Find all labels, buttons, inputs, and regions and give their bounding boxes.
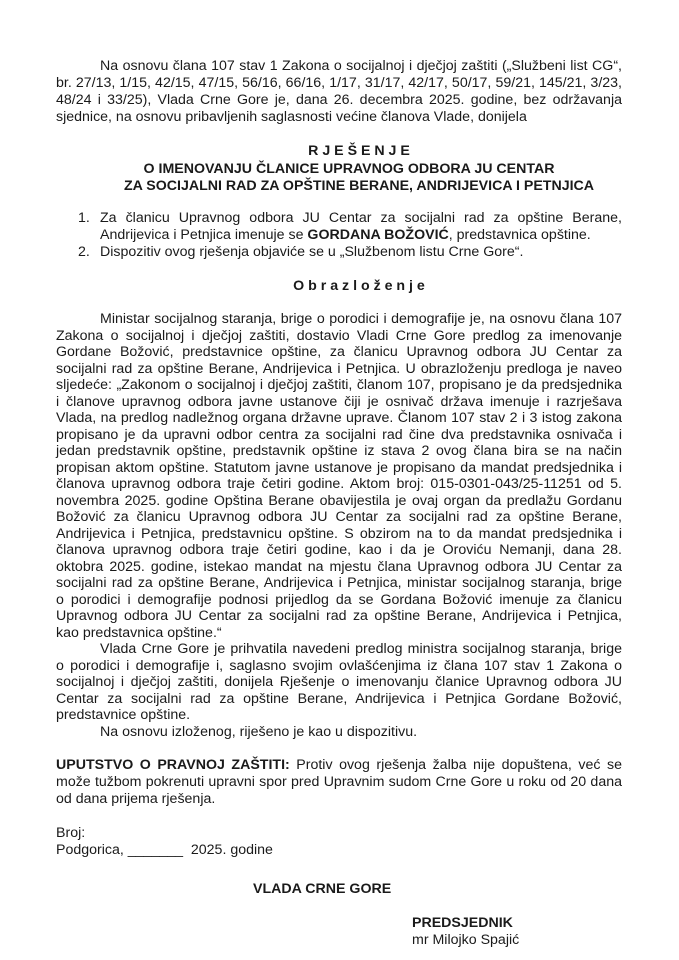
- legal-remedy-line-3: od dana prijema rješenja.: [56, 791, 216, 807]
- title-line-2: ZA SOCIJALNI RAD ZA OPŠTINE BERANE, ANDRIJEVICA I PETNJICA: [123, 178, 595, 194]
- para-line: o porodici i demografije i, saglasno svojim ovlašćenjima iz člana 107 stav 1 Zakona o: [56, 657, 622, 674]
- para-line: Gordane Božović, predstavnice opštine, za članicu Upravnog odbora JU Centar za: [56, 344, 622, 360]
- item-text-line-2: [100, 227, 591, 244]
- para-line: Božović za članicu Upravnog odbora JU Centar za socijalni rad za opštine Berane,: [56, 509, 622, 525]
- para-line: socijalni rad za opštine Berane, Andrijevica i Petnjica. U obrazloženju predloga je naveo: [56, 360, 622, 377]
- title-heading: R J E Š E N J E: [308, 143, 410, 159]
- para-line: kao predstavnica opštine.“: [56, 624, 222, 641]
- legal-remedy-line-1: [56, 757, 622, 774]
- para-line: Ministar socijalnog staranja, brige o porodici i demografije je, na osnovu člana 107: [100, 311, 622, 327]
- para-line: Vlada, na predlog nadležnog organa državne uprave. Članom 107 stav 2 i 3 istog zakona: [56, 410, 622, 426]
- legal-remedy-label: UPUTSTVO O PRAVNOJ ZAŠTITI:: [56, 757, 290, 773]
- place-date: Podgorica, _______ 2025. godine: [56, 842, 273, 858]
- para-line: oktobra 2025. godine, istekao mandat na mjestu člana Upravnog odbora JU Centar za: [56, 558, 622, 575]
- issuer: VLADA CRNE GORE: [253, 881, 392, 897]
- para-line: Upravnog odbora JU Centar za socijalni rad za opštine Berane, Andrijevica i Petnjica,: [56, 608, 622, 624]
- legal-remedy-line-2: može tužbom pokrenuti upravni spor pred Upravnim sudom Crne Gore u roku od 20 dana: [56, 774, 622, 790]
- intro-line: Na osnovu člana 107 stav 1 Zakona o socijalnoj i dječjoj zaštiti („Službeni list CG“,: [100, 58, 622, 74]
- legal-remedy-text: Protiv ovog rješenja žalba nije dopuštena, već se: [289, 757, 622, 773]
- para-line: socijalnoj i dječjoj zaštiti, donijela Rješenje o imenovanju članice Upravnog odbora JU: [56, 674, 622, 690]
- intro-line: sjednice, na osnovu pribavljenih saglasnosti većine članova Vlade, donijela: [56, 109, 527, 125]
- item-text: , predstavnica opštine.: [448, 227, 591, 243]
- signatory-name: mr Milojko Spajić: [412, 932, 520, 948]
- para-line: Zakona o socijalnoj i dječjoj zaštiti, dostavio Vladi Crne Gore predlog za imenovanje: [56, 327, 622, 344]
- item-text: Andrijevica i Petnjica imenuje se: [100, 227, 308, 243]
- document-number-label: Broj:: [56, 825, 86, 841]
- para-line: i članove upravnog odbora javne ustanove čiji je osnivač država imenuje i razrješava: [56, 393, 622, 410]
- para-line: jedan predstavnik opštine, predstavnik opštine iz stava 2 ovog člana bira se na način: [56, 443, 622, 459]
- appointee-name: GORDANA BOŽOVIĆ: [307, 227, 449, 243]
- para-line: propisan aktom opštine. Statutom javne ustanove je propisano da mandat predsjednika i: [56, 459, 622, 476]
- para-line: sljedeće: „Zakonom o socijalnoj i dječjoj zaštiti, članom 107, propisano je da predsjednika: [56, 377, 622, 393]
- para-line: Centar za socijalni rad za opštine Berane, Andrijevica i Petnjica Gordane Božović,: [56, 690, 622, 707]
- para-line: o porodici i demografije podnosi prijedlog da se Gordana Božović imenuje za članicu: [56, 591, 622, 608]
- para-line: socijalni rad za opštine Berane, Andrijevica i Petnjica, ministar socijalnog staranja, brige: [56, 575, 622, 591]
- para-line: Andrijevica i Petnjica, predstavnicu opštine. S obzirom na to da mandat predsjednika i: [56, 525, 622, 542]
- signatory-title: PREDSJEDNIK: [412, 915, 513, 931]
- para-line: novembra 2025. godine Opština Berane obavijestila je ovaj organ da predlažu Gordanu: [56, 492, 622, 509]
- para-line: propisano je da upravni odbor centra za socijalni rad čine dva predstavnika osnivača i: [56, 426, 622, 443]
- para-line: Vlada Crne Gore je prihvatila navedeni predlog ministra socijalnog staranja, brige: [100, 641, 622, 657]
- para-line: članova upravnog odbora traje četiri godine, kao i da je Oroviću Nemanji, dana 28.: [56, 542, 622, 558]
- reasoning-heading: O b r a z l o ž e n j e: [293, 278, 425, 294]
- intro-line: br. 27/13, 1/15, 42/15, 47/15, 56/16, 66/16, 1/17, 31/17, 42/17, 50/17, 59/21, 145/21, 3/23,: [56, 75, 622, 91]
- intro-line: 48/24 i 33/25), Vlada Crne Gore je, dana 26. decembra 2025. godine, bez održavanja: [56, 92, 622, 108]
- item-text: Za članicu Upravnog odbora JU Centar za socijalni rad za opštine Berane,: [100, 210, 622, 226]
- para-line: članova upravnog odbora traje četiri godine. Aktom broj: 015-0301-043/25-11251 od 5.: [56, 476, 622, 492]
- item-number: 2.: [78, 244, 90, 260]
- reasoning-paragraph-3: Na osnovu izloženog, riješeno je kao u dispozitivu.: [100, 723, 418, 740]
- title-line-1: O IMENOVANJU ČLANICE UPRAVNOG ODBORA JU CENTAR: [143, 161, 555, 177]
- item-number: 1.: [78, 210, 90, 226]
- item-text: Dispozitiv ovog rješenja objaviće se u „Službenom listu Crne Gore“.: [100, 244, 524, 260]
- para-line: predstavnice opštine.: [56, 707, 191, 723]
